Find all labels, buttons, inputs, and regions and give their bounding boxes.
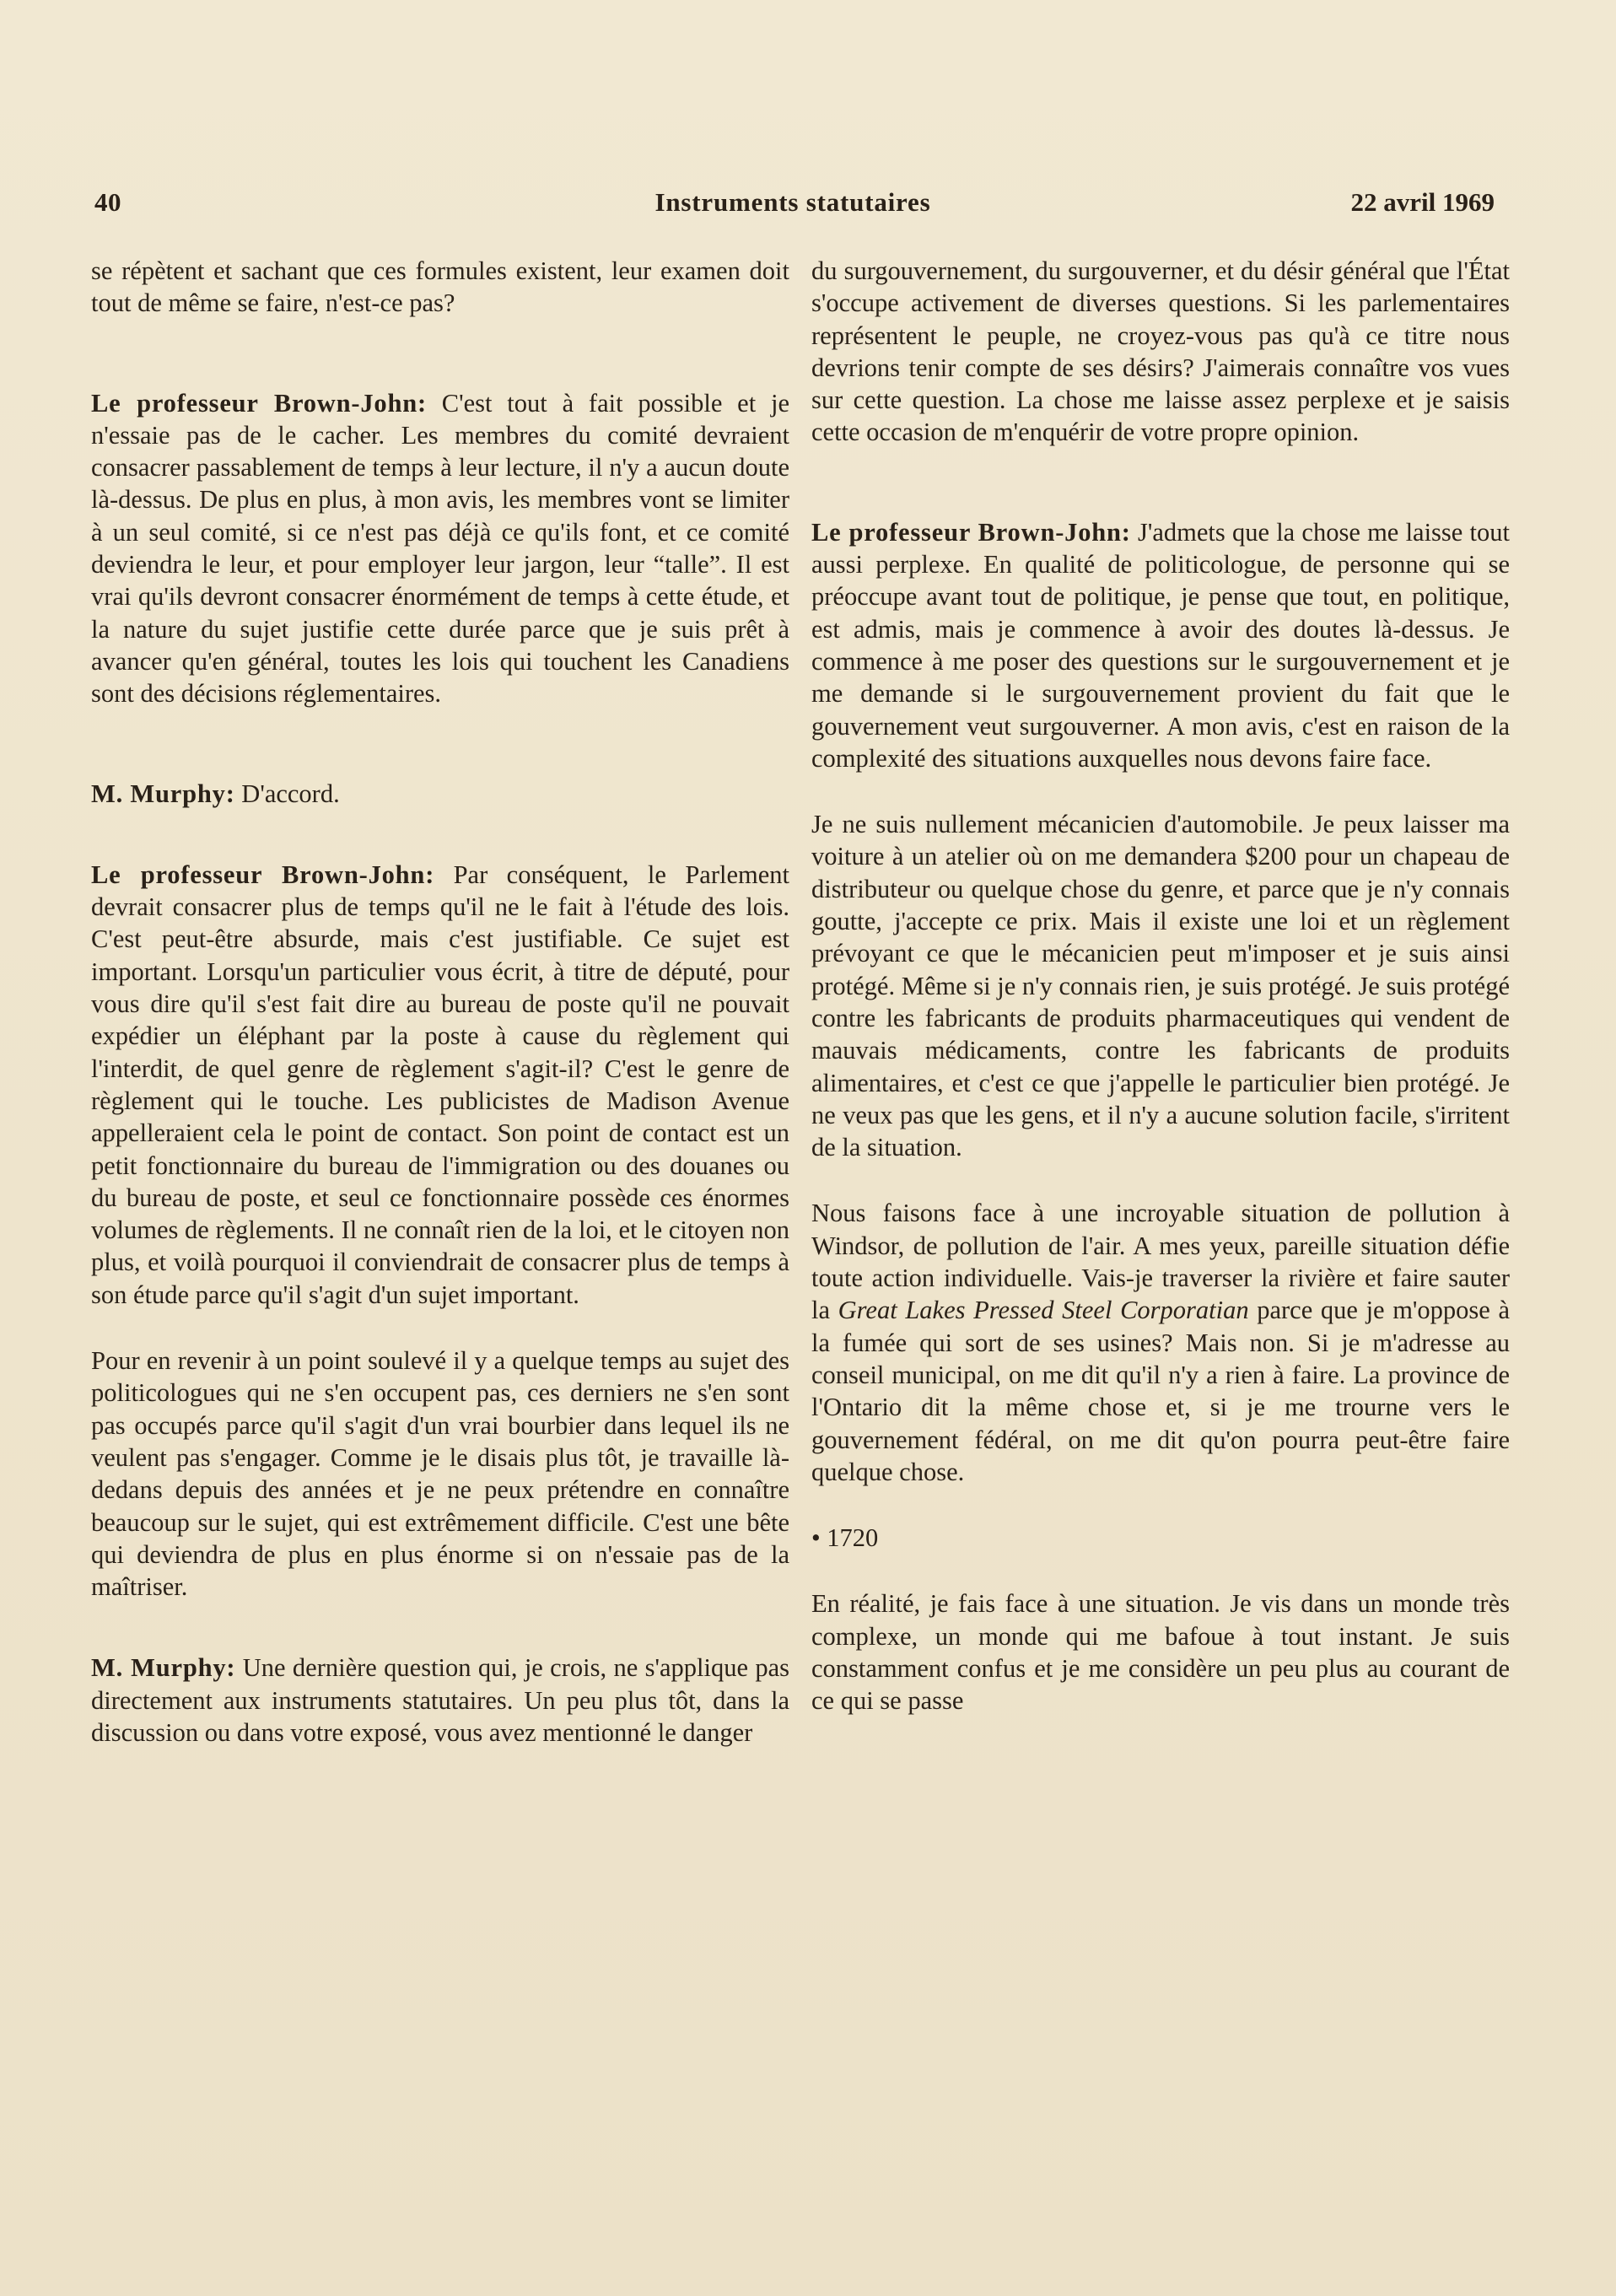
speech-text: C'est tout à fait possible et je n'essaie pas de le cacher. Les membres du comité devraient consacrer passablement de temps à leur lecture, il n'y a aucun doute là-dessus. De plus en plus, à mon avis, les membres vont se limiter à un seul comité, si ce n'est pas déjà ce qu'ils font, et ce comité deviendra le leur, et pour employer leur jargon, leur “talle”. Il est vrai qu'ils devront consacrer énormément de temps à cette étude, et la nature du sujet justifie cette durée parce que je suis prêt à avancer qu'en général, toutes les lois qui touchent les Canadiens sont des décisions réglementaires. (91, 388, 790, 709)
speaker-name: M. Murphy: (91, 1653, 236, 1683)
paragraph: se répètent et sachant que ces formules existent, leur examen doit tout de même se faire, n'est-ce pas? (91, 256, 789, 318)
paragraph: En réalité, je fais face à une situation. Je vis dans un monde très complexe, un monde qui me bafoue à tout instant. Je suis constamment confus et je me considère un peu plus au courant de ce qui se passe (811, 1589, 1510, 1716)
speech-text: J'admets que la chose me laisse tout aussi perplexe. En qualité de politicologue, de personne qui se préoccupe avant tout de politique, je pense que tout, en politique, est admis, mais je commence à avoir des doutes là-dessus. Je commence à me poser des questions sur le surgouvernement et je me demande si le surgouvernement provient du fait que le gouvernement veut surgouverner. A mon avis, c'est en raison de la complexité des situations auxquelles nous devons faire face. (811, 517, 1510, 773)
speaker-name: Le professeur Brown-John: (91, 860, 435, 889)
speaker-name: Le professeur Brown-John: (811, 517, 1131, 547)
running-title: Instruments statutaires (654, 187, 931, 217)
right-column (811, 255, 1510, 1717)
speech-text: Une dernière question qui, je crois, ne s'applique pas directement aux instruments statutaires. Un peu plus tôt, dans la discussion ou dans votre exposé, vous avez mentionné le danger (91, 1653, 789, 1747)
paragraph: Pour en revenir à un point soulevé il y a quelque temps au sujet des politicologues qui ne s'en occupent pas, ces derniers ne s'en sont pas occupés parce qu'il s'agit d'un vrai bourbier dans lequel ils ne veulent pas s'engager. Comme je le disais plus tôt, je travaille là-dedans depuis des années et je ne peux prétendre en connaître beaucoup sur le sujet, qui est extrêmement difficile. C'est une bête qui deviendra de plus en plus énorme si on n'essaie pas de la maîtriser. (91, 1346, 789, 1602)
time-marker: • 1720 (811, 1523, 879, 1553)
speech-text: Par conséquent, le Parlement devrait consacrer plus de temps qu'il ne le fait à l'étude des lois. C'est peut-être absurde, mais c'est justifiable. Ce sujet est important. Lorsqu'un particulier vous écrit, à titre de député, pour vous dire qu'il s'est fait dire au bureau de poste qu'il ne pouvait expédier un éléphant par la poste à cause du règlement qui l'interdit, de quel genre de règlement s'agit-il? C'est le genre de règlement qui le touche. Les publicistes de Madison Avenue appelleraient cela le point de contact. Son point de contact est un petit fonctionnaire du bureau de l'immigration ou des douanes ou du bureau de poste, et seul ce fonctionnaire possède ces énormes volumes de règlements. Il ne connaît rien de la loi, et le citoyen non plus, et voilà pourquoi il conviendrait de consacrer plus de temps à son étude parce qu'il s'agit d'un sujet important. (91, 860, 789, 1309)
paragraph-text: Nous faisons face à une incroyable situation de pollution à Windsor, de pollution de l'air. A mes yeux, pareille situation défie toute action individuelle. Vais-je traverser la rivière et faire sauter la (811, 1199, 1510, 1325)
speaker-paragraph (91, 1652, 789, 1749)
speaker-name: Le professeur Brown-John: (91, 388, 427, 418)
company-name: Great Lakes Pressed Steel Corporatian (838, 1296, 1249, 1325)
speaker-paragraph (91, 859, 789, 1311)
speaker-name: M. Murphy: (91, 779, 235, 808)
paragraph (811, 1197, 1510, 1488)
speech-text: D'accord. (234, 779, 340, 808)
left-column (91, 255, 789, 1749)
speaker-paragraph (91, 387, 789, 710)
speaker-paragraph (91, 778, 789, 810)
page-number: 40 (94, 187, 121, 217)
paragraph: du surgouvernement, du surgouverner, et du désir général que l'État s'occupe activement de diverses questions. Si les parlementaires représentent le peuple, ne croyez-vous pas qu'à ce titre nous devrions tenir compte de ses désirs? J'aimerais connaître vos vues sur cette question. La chose me laisse assez perplexe et je saisis cette occasion de m'enquérir de votre propre opinion. (811, 256, 1510, 447)
running-header (91, 187, 1495, 221)
speaker-paragraph (811, 516, 1510, 774)
paragraph: Je ne suis nullement mécanicien d'automobile. Je peux laisser ma voiture à un atelier où on me demandera $200 pour un chapeau de distributeur ou quelque chose du genre, et parce que je n'y connais goutte, j'accepte ce prix. Mais il existe une loi et un règlement prévoyant ce que le mécanicien peut m'imposer et je suis ainsi protégé. Même si je n'y connais rien, je suis protégé. Je suis protégé contre les fabricants de produits pharmaceutiques qui vendent de mauvais médicaments, contre les fabricants de produits alimentaires, et c'est ce que j'appelle le particulier bien protégé. Je ne veux pas que les gens, et il n'y a aucune solution facile, s'irritent de la situation. (811, 810, 1510, 1162)
paragraph-text: parce que je m'oppose à la fumée qui sort de ses usines? Mais non. Si je m'adresse au conseil municipal, on me dit qu'il n'y a rien à faire. La province de l'Ontario dit la même chose et, si je me trourne vers le gouvernement fédéral, on me dit qu'on pourra peut-être faire quelque chose. (811, 1296, 1511, 1486)
header-date: 22 avril 1969 (1350, 187, 1495, 217)
